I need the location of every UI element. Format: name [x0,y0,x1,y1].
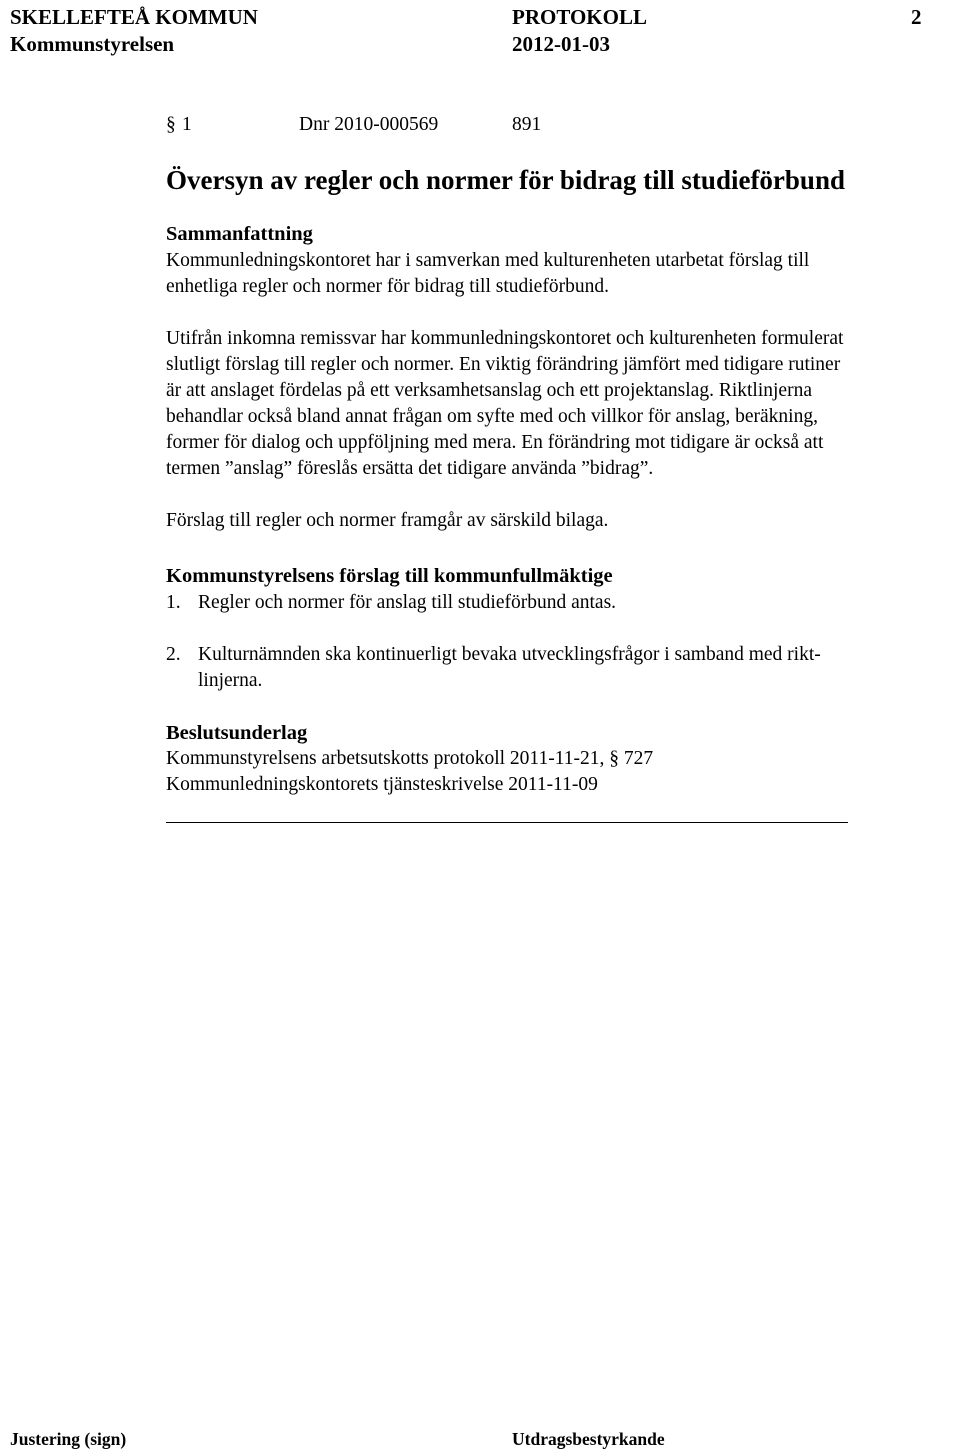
text-line: är att anslaget fördelas på ett verksamhetsanslag och ett projektanslag. Riktlinjerna [166,380,812,401]
text-line: former för dialog och uppföljning med mera. En förändring mot tidigare är också att [166,432,824,453]
summary-paragraph-1 [166,248,809,300]
document-type: PROTOKOLL [512,5,647,29]
protocol-date: 2012-01-03 [512,32,610,56]
basis-item: Kommunledningskontorets tjänsteskrivelse 2011-11-09 [166,774,598,795]
case-dnr: Dnr 2010-000569 [299,114,439,135]
text-line: Förslag till regler och normer framgår av särskild bilaga. [166,510,609,531]
footer-extract-label: Utdragsbestyrkande [512,1429,665,1449]
basis-item: Kommunstyrelsens arbetsutskotts protokoll 2011-11-21, § 727 [166,748,654,769]
proposal-item-number: 2. [166,644,181,665]
page-number: 2 [911,5,922,29]
proposal-item-number: 1. [166,592,181,613]
text-line: enhetliga regler och normer för bidrag till studieförbund. [166,276,609,297]
section-divider [166,822,848,823]
summary-paragraph-3 [166,508,608,534]
proposal-heading: Kommunstyrelsens förslag till kommunfullmäktige [166,565,613,587]
case-code: 891 [512,114,542,135]
summary-paragraph-2 [166,326,843,482]
organization-name: SKELLEFTEÅ KOMMUN [10,5,258,29]
text-line: behandlar också bland annat frågan om syfte med och villkor för anslag, beräkning, [166,406,818,427]
paragraph-number: 1 [182,114,192,135]
text-line: Kommunledningskontoret har i samverkan med kulturenheten utarbetat förslag till [166,250,810,271]
case-title: Översyn av regler och normer för bidrag till studieförbund [166,165,845,195]
proposal-item-text: Kulturnämnden ska kontinuerligt bevaka utvecklingsfrågor i samband med rikt- [198,644,821,665]
text-line: Utifrån inkomna remissvar har kommunledningskontoret och kulturenheten formulerat [166,328,844,349]
proposal-item-text: Regler och normer för anslag till studieförbund antas. [198,592,617,613]
proposal-item-text-continued: linjerna. [198,670,263,691]
text-line: slutligt förslag till regler och normer. En viktig förändring jämfört med tidigare rutiner [166,354,841,375]
footer-signature-label: Justering (sign) [10,1429,127,1449]
summary-heading: Sammanfattning [166,223,313,245]
basis-list [166,746,653,798]
committee-name: Kommunstyrelsen [10,32,175,56]
text-line: termen ”anslag” föreslås ersätta det tidigare använda ”bidrag”. [166,458,654,479]
paragraph-symbol: § [166,114,176,135]
basis-heading: Beslutsunderlag [166,722,308,744]
